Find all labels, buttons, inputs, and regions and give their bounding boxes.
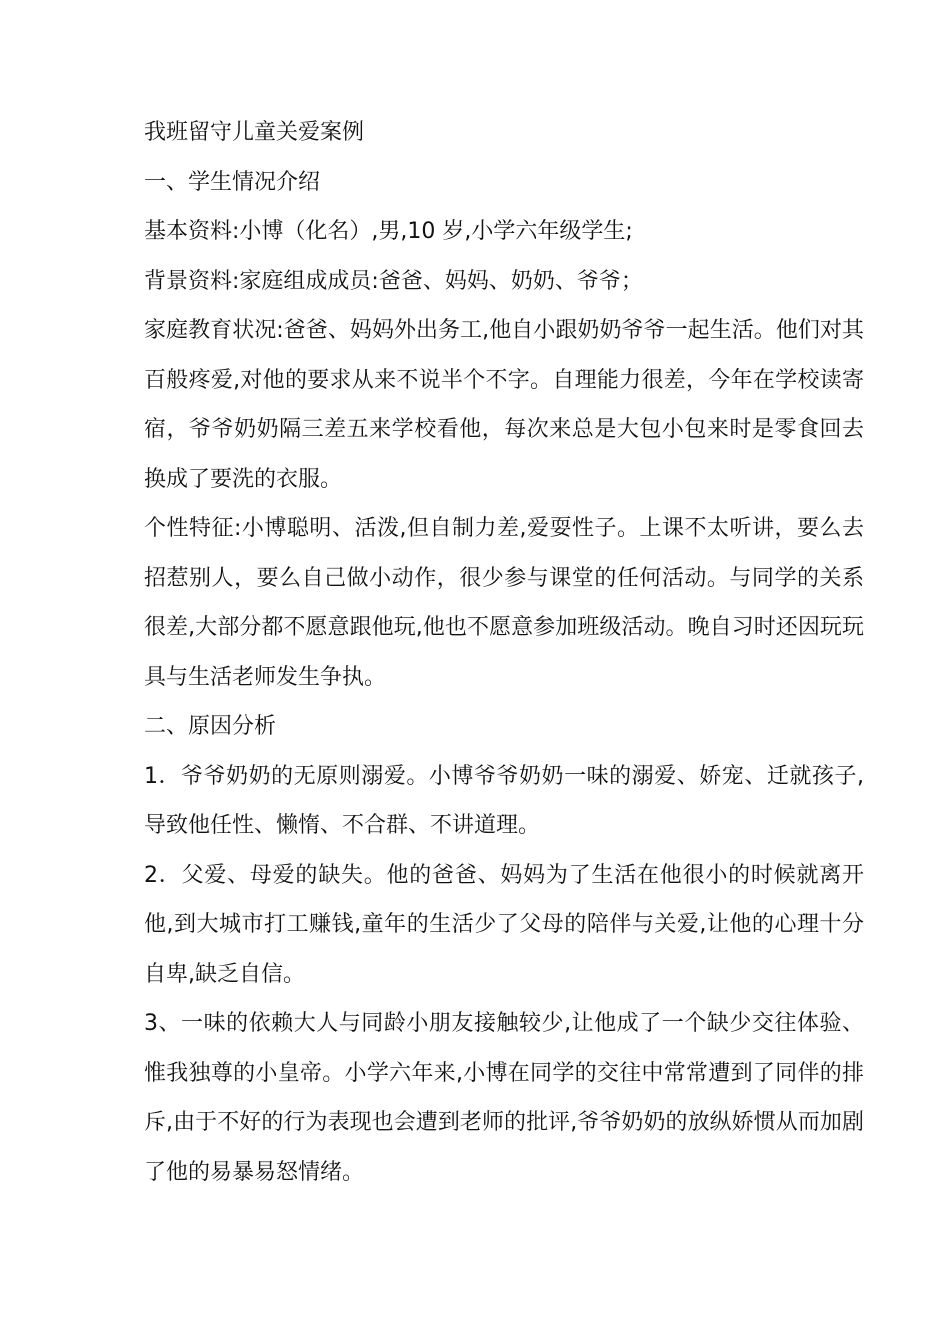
paragraph-reason-2: 2．父爱、母爱的缺失。他的爸爸、妈妈为了生活在他很小的时候就离开他,到大城市打工赚钱,童年的生活少了父母的陪伴与关爱,让他的心理十分自卑,缺乏自信。 xyxy=(144,862,864,987)
document-body xyxy=(144,108,864,1197)
paragraph-reason-3: 3、一味的依赖大人与同龄小朋友接触较少,让他成了一个缺少交往体验、惟我独尊的小皇帝。小学六年来,小博在同学的交往中常常遭到了同伴的排斥,由于不好的行为表现也会遭到老师的批评,爷爷奶奶的放纵娇惯从而加剧了他的易暴易怒情绪。 xyxy=(144,1011,864,1185)
paragraph-reason-1: 1．爷爷奶奶的无原则溺爱。小博爷爷奶奶一味的溺爱、娇宠、迁就孩子,导致他任性、懒惰、不合群、不讲道理。 xyxy=(144,763,864,838)
document-title: 我班留守儿童关爱案例 xyxy=(144,120,365,145)
paragraph-basic-info: 基本资料:小博（化名）,男,10 岁,小学六年级学生; xyxy=(144,219,633,244)
section-heading-student-info: 一、学生情况介绍 xyxy=(144,169,321,195)
paragraph-background-info: 背景资料:家庭组成成员:爸爸、妈妈、奶奶、爷爷； xyxy=(144,268,643,294)
paragraph-personality: 个性特征:小博聪明、活泼,但自制力差,爱耍性子。上课不太听讲，要么去招惹别人，要么自己做小动作，很少参与课堂的任何活动。与同学的关系很差,大部分都不愿意跟他玩,他也不愿意参加班级活动。晚自习时还因玩玩具与生活老师发生争执。 xyxy=(144,516,864,690)
section-heading-cause-analysis: 二、原因分析 xyxy=(144,714,277,739)
paragraph-family-education: 家庭教育状况:爸爸、妈妈外出务工,他自小跟奶奶爷爷一起生活。他们对其百般疼爱,对他的要求从来不说半个不字。自理能力很差，今年在学校读寄宿，爷爷奶奶隔三差五来学校看他，每次来总是大包小包来时是零食回去换成了要洗的衣服。 xyxy=(144,318,864,492)
